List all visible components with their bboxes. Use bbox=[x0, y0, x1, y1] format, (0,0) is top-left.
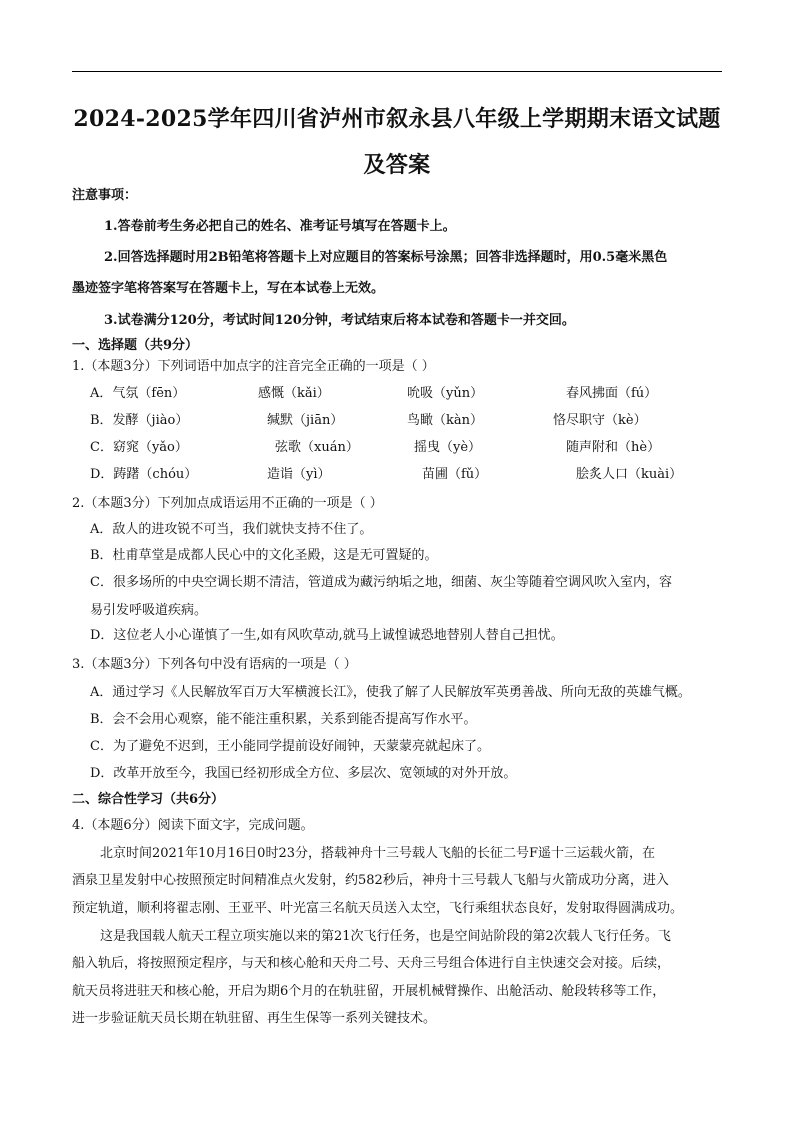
passage-line-7: 进一步验证航天员长期在轨驻留、再生生保等一系列关键技术。 bbox=[72, 1011, 437, 1026]
notice-item-2-cont: 墨迹签字笔将答案写在答题卡上，写在本试卷上无效。 bbox=[72, 281, 385, 296]
q2-option-a: A．敌人的进攻锐不可当，我们就快支持不住了。 bbox=[90, 522, 373, 537]
section2-heading: 二、综合性学习（共6分） bbox=[72, 792, 225, 807]
q1-a-2: 感慨（kǎi） bbox=[258, 386, 330, 401]
q1-c-1: C．窈窕（yǎo） bbox=[90, 440, 188, 455]
q1-a-3: 吮吸（yǔn） bbox=[407, 386, 484, 401]
q3-option-d: D．改革开放至今，我国已经初形成全方位、多层次、宽领域的对外开放。 bbox=[90, 766, 517, 781]
q3-option-c: C．为了避免不迟到，王小能同学提前设好闹钟，天蒙蒙亮就起床了。 bbox=[90, 739, 490, 754]
q1-b-2: 缄默（jiān） bbox=[267, 413, 344, 428]
notice-item-1: 1.答卷前考生务必把自己的姓名、准考证号填写在答题卡上。 bbox=[104, 219, 456, 234]
q1-d-1: D．踌躇（chóu） bbox=[90, 467, 198, 482]
q1-d-3: 苗圃（fǔ） bbox=[422, 467, 488, 482]
q1-b-4: 恪尽职守（kè） bbox=[553, 413, 647, 428]
passage-line-3: 预定轨道，顺利将翟志刚、王亚平、叶光富三名航天员送入太空，飞行乘组状态良好，发射取得圆满成功。 bbox=[72, 901, 684, 916]
q1-b-1: B．发酵（jiào） bbox=[90, 413, 189, 428]
document-title: 2024-2025学年四川省泸州市叙永县八年级上学期期末语文试题及答案 bbox=[73, 106, 721, 178]
q2-option-d: D．这位老人小心谨慎了一生,如有风吹草动,就马上诚惶诚恐地替别人替自己担忧。 bbox=[90, 628, 564, 643]
q1-b-3: 鸟瞰（kàn） bbox=[407, 413, 484, 428]
q1-d-4: 脍炙人口（kuài） bbox=[576, 467, 683, 482]
passage-line-2: 酒泉卫星发射中心按照预定时间精准点火发射，约582秒后，神舟十三号载人飞船与火箭成功分离，进入 bbox=[72, 873, 669, 888]
q3-option-b: B．会不会用心观察，能不能注重积累，关系到能否提高写作水平。 bbox=[90, 712, 477, 727]
q2-option-c-cont: 易引发呼吸道疾病。 bbox=[90, 603, 208, 618]
notice-item-2: 2.回答选择题时用2B铅笔将答题卡上对应题目的答案标号涂黑；回答非选择题时，用0.5毫米黑色 bbox=[104, 250, 668, 265]
q4-stem: 4.（本题6分）阅读下面文字，完成问题。 bbox=[72, 818, 314, 833]
notice-item-3: 3.试卷满分120分，考试时间120分钟，考试结束后将本试卷和答题卡一并交回。 bbox=[104, 313, 575, 328]
q2-option-c: C．很多场所的中央空调长期不清洁，管道成为藏污纳垢之地，细菌、灰尘等随着空调风吹入室内，容 bbox=[90, 575, 672, 590]
passage-line-4: 这是我国载人航天工程立项实施以来的第21次飞行任务，也是空间站阶段的第2次载人飞行任务。飞 bbox=[100, 929, 671, 944]
q1-c-2: 弦歌（xuán） bbox=[275, 440, 359, 455]
q1-stem: 1.（本题3分）下列词语中加点字的注音完全正确的一项是（ ） bbox=[72, 359, 435, 374]
q1-a-1: A．气氛（fēn） bbox=[90, 386, 186, 401]
notice-heading: 注意事项： bbox=[72, 188, 138, 203]
passage-line-5: 船入轨后，将按照预定程序，与天和核心舱和天舟二号、天舟三号组合体进行自主快速交会对接。后续， bbox=[72, 956, 671, 971]
passage-line-1: 北京时间2021年10月16日0时23分，搭载神舟十三号载人飞船的长征二号F遥十三运载火箭，在 bbox=[100, 846, 656, 861]
q1-d-2: 造诣（yì） bbox=[267, 467, 331, 482]
q1-a-4: 春风拂面（fú） bbox=[566, 386, 658, 401]
q1-c-3: 摇曳（yè） bbox=[414, 440, 482, 455]
q3-stem: 3.（本题3分）下列各句中没有语病的一项是（ ） bbox=[72, 657, 357, 672]
q2-stem: 2.（本题3分）下列加点成语运用不正确的一项是（ ） bbox=[72, 496, 383, 511]
q2-option-b: B．杜甫草堂是成都人民心中的文化圣殿，这是无可置疑的。 bbox=[90, 548, 438, 563]
passage-line-6: 航天员将进驻天和核心舱，开启为期6个月的在轨驻留，开展机械臂操作、出舱活动、舱段转移等工作， bbox=[72, 984, 666, 999]
q1-c-4: 随声附和（hè） bbox=[566, 440, 661, 455]
header-rule bbox=[72, 71, 722, 72]
section1-heading: 一、选择题（共9分） bbox=[72, 338, 199, 353]
q3-option-a: A．通过学习《人民解放军百万大军横渡长江》，使我了解了人民解放军英勇善战、所向无敌的英雄气概。 bbox=[90, 685, 691, 700]
